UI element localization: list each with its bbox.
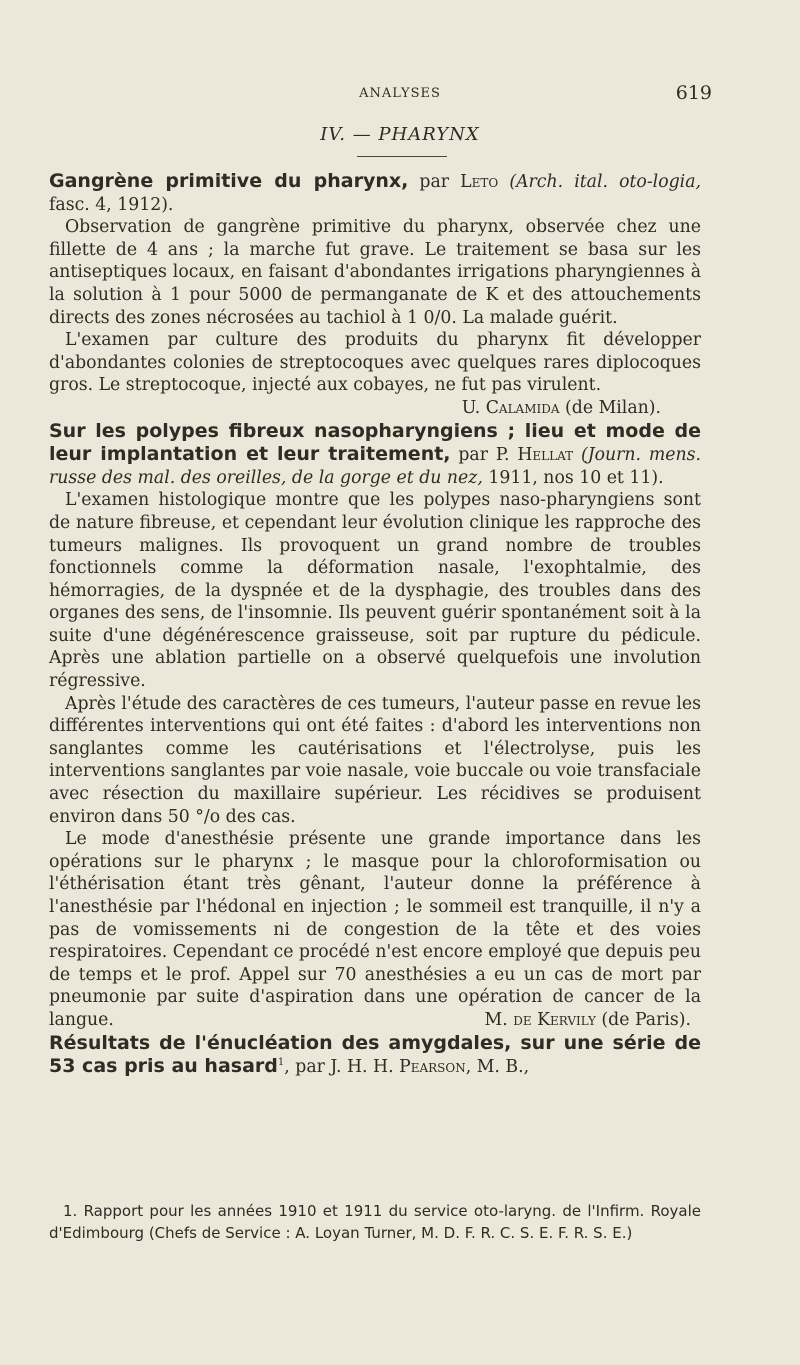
article-body bbox=[49, 170, 701, 1079]
article3-author: J. H. H. Pearson, M. B., bbox=[330, 1057, 530, 1078]
article2-reference: (Journ. mens. russe des mal. des oreilles, de la gorge et du nez, bbox=[49, 445, 701, 488]
article1-signature-name: U. Calamida bbox=[461, 397, 560, 418]
article1-signature bbox=[446, 397, 661, 420]
article2-paragraph-3-text: Le mode d'anesthésie présente une grande importance dans les opérations sur le pharynx ; le masque pour la chloroformisation ou l'éthérisation étant très gênant, l'auteur donne la préférence à l'anesthésie par l'hédonal en injection ; le sommeil est tranquille, il n'y a pas de vomissements ni de congestion de la tête et des voies respiratoires. Cependant ce procédé n'est encore employé que depuis peu de temps et le prof. Appel sur 70 anesthésies a eu un cas de mort par pneumonie par suite d'aspiration dans une opération de cancer de la langue. bbox=[49, 829, 701, 1030]
article2-heading: Sur les polypes fibreux nasopharyngiens ; lieu et mode de leur implantation et leur traitement, bbox=[49, 419, 701, 466]
article1-signature-place: (de Milan). bbox=[565, 397, 661, 418]
article1-header bbox=[49, 170, 701, 216]
page-number: 619 bbox=[675, 82, 712, 104]
article3-heading: Résultats de l'énucléation des amygdales, sur une série de 53 cas pris au hasard bbox=[49, 1031, 701, 1078]
article2-paragraph-3 bbox=[49, 828, 701, 1031]
article2-paragraph-2: Après l'étude des caractères de ces tumeurs, l'auteur passe en revue les différentes interventions qui ont été faites : d'abord les interventions non sanglantes comme les cautérisations et l'électrolyse, puis les interventions sanglantes par voie nasale, voie buccale ou voie transfaciale avec résection du maxillaire supérieur. Les récidives se produisent environ dans 50 °/o des cas. bbox=[49, 693, 701, 827]
article1-paragraph-2 bbox=[49, 329, 701, 419]
section-rule bbox=[357, 156, 447, 157]
article2-byline-par: par bbox=[458, 445, 489, 466]
article2-signature-name: M. de Kervily bbox=[484, 1009, 596, 1030]
article3-byline-par: , par bbox=[284, 1057, 325, 1078]
article2-reference-rest: 1911, nos 10 et 11). bbox=[488, 467, 664, 488]
article1-heading: Gangrène primitive du pharynx, bbox=[49, 170, 409, 192]
article2-header bbox=[49, 420, 701, 490]
article2-paragraph-1: L'examen histologique montre que les polypes naso-pharyngiens sont de nature fibreuse, et cependant leur évolution clinique les rapproche des tumeurs malignes. Ils provoquent un grand nombre de troubles fonctionnels comme la déformation nasale, l'exophtalmie, des hémorragies, de la dyspnée et de la dysphagie, des troubles dans des organes des sens, de l'insomnie. Ils peuvent guérir spontanément soit à la suite d'une dégénérescence graisseuse, soit par rupture du pédicule. Après une ablation partielle on a observé quelquefois une involution régressive. bbox=[49, 490, 701, 692]
article2-author: P. Hellat bbox=[495, 445, 574, 466]
running-head-title: ANALYSES bbox=[359, 86, 441, 101]
footnote-text: 1. Rapport pour les années 1910 et 1911 du service oto-laryng. de l'Infirm. Royale d'Edimbourg (Chefs de Service : A. Loyan Turner, M. D. F. R. C. S. E. F. R. S. E.) bbox=[49, 1202, 701, 1242]
article1-paragraph-2-text: L'examen par culture des produits du pharynx fit développer d'abondantes colonies de streptocoques avec quelques rares diplocoques gros. Le streptocoque, injecté aux cobayes, ne fut pas virulent. bbox=[49, 330, 701, 396]
article1-reference-rest: fasc. 4, 1912). bbox=[49, 194, 174, 215]
article3-header bbox=[49, 1032, 701, 1079]
article1-reference: (Arch. ital. oto-logia, bbox=[509, 172, 701, 192]
footnote bbox=[49, 1200, 701, 1244]
article2-signature-place: (de Paris). bbox=[601, 1009, 691, 1030]
article1-byline-par: par bbox=[419, 172, 450, 192]
article3-note-mark: 1 bbox=[277, 1057, 285, 1069]
article1-paragraph-1: Observation de gangrène primitive du pharynx, observée chez une fillette de 4 ans ; la marche fut grave. Le traitement se basa sur les antiseptiques locaux, en faisant d'abondantes irrigations pharyngiennes à la solution à 1 pour 5000 de permanganate de K et des attouchements directs des zones nécrosées au tachiol à 1 0/0. La malade guérit. bbox=[49, 217, 701, 328]
running-head bbox=[0, 82, 800, 106]
article1-author: Leto bbox=[460, 172, 499, 192]
section-title: IV. — PHARYNX bbox=[320, 124, 480, 145]
article2-signature bbox=[469, 1009, 691, 1032]
